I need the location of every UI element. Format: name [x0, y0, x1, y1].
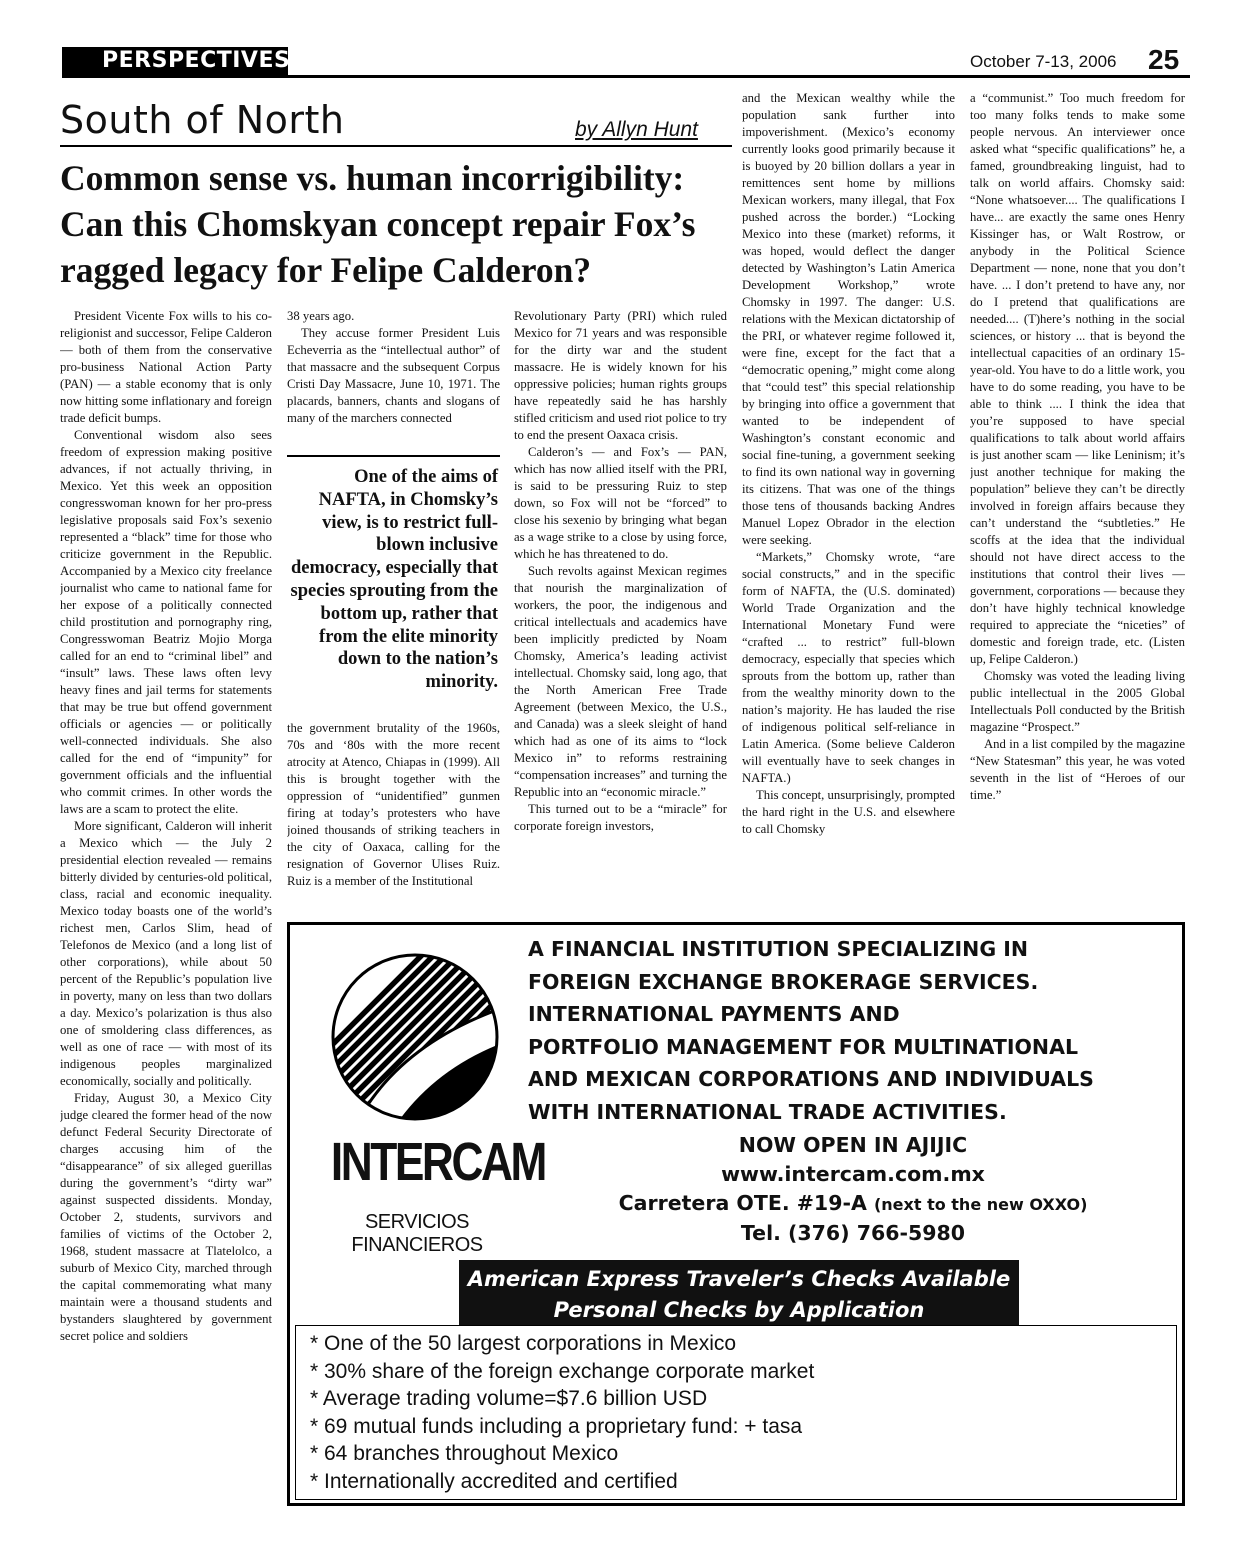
paragraph: More significant, Calderon will inherit a Mexico which — the July 2 presidential election revealed — remains bitterly divided by centuries-old political, class, racial and economic inequality. Mexico today boasts one of the world’s richest men, Carlos Slim, head of Telefonos de Mexico (and a long list of other corporations), while about 50 percent of the Republic’s population live in poverty, many on less than two dollars a day. Mexico’s polarization is thus also one of smoldering class differences, as well as one of race — with most of its indigenous peoples marginalized economically, socially and politically. [60, 819, 272, 1088]
article-column-3 [514, 308, 727, 910]
ad-banner-line: Personal Checks by Application [553, 1298, 925, 1322]
ad-feature-item: * Internationally accredited and certified [310, 1469, 678, 1493]
article-column-5 [970, 90, 1185, 912]
ad-banner-line: American Express Traveler’s Checks Available [467, 1267, 1011, 1291]
ad-headline-line: WITH INTERNATIONAL TRADE ACTIVITIES. [528, 1099, 1007, 1124]
ad-headline-line: FOREIGN EXCHANGE BROKERAGE SERVICES. [528, 969, 1039, 994]
ad-features-box [295, 1325, 1177, 1500]
ad-url[interactable]: www.intercam.com.mx [721, 1162, 985, 1186]
article-column-4 [742, 90, 955, 912]
paragraph: They accuse former President Luis Echeverria as the “intellectual author” of that massacre and the subsequent Corpus Cristi Day Massacre, June 10, 1971. The placards, banners, chants and slogans of many of the marchers connected [287, 326, 500, 425]
pullquote-rule [287, 455, 500, 457]
paragraph: And in a list compiled by the magazine “New Statesman” this year, he was voted seventh in the list of “Heroes of our time.” [970, 737, 1185, 802]
ad-address: Carretera OTE. #19-A [618, 1191, 867, 1215]
intercam-subtitle: SERVICIOS FINANCIEROS [351, 1211, 483, 1256]
paragraph: and the Mexican wealthy while the population sank further into impoverishment. (Mexico’s economy currently looks good primarily because it is buoyed by 20 billion dollars a year in remittences sent home by millions Mexican workers, many illegal, that Fox pushed across the border.) “Locking Mexico into these (market) reforms, it was hoped, would deflect the danger detected by Washington’s Latin America Development Workshop,” wrote Chomsky in 1997. The danger: U.S. relations with the Mexican dictatorship of the PRI, or whatever regime followed it, were fine, except for the fact that a “democratic opening,” might come along that “could test” this special relationship by bringing into office a government that wanted to be independent of Washington’s constant economic and social fine-tuning, a government seeking to find its own national way in governing its citizens. That was one of the things those tens of thousands backing Andres Manuel Lopez Obrador in the election were seeking. [742, 91, 955, 547]
paragraph: the government brutality of the 1960s, 70s and ‘80s with the more recent atrocity at Atenco, Chiapas in (1999). All this is brought together with the oppression of “unidentified” gunmen firing at today’s protesters who have joined thousands of striking teachers in the city of Oaxaca, calling for the resignation of Governor Ulises Ruiz. Ruiz is a member of the Institutional [287, 721, 500, 888]
headline-line: Can this Chomskyan concept repair Fox’s [60, 204, 696, 244]
paragraph: Chomsky was voted the leading living public intellectual in the 2005 Global Intellectuals Poll conducted by the British magazine “Prospect.” [970, 669, 1185, 734]
ad-features-list [296, 1326, 1176, 1495]
paragraph: This concept, unsurprisingly, prompted the hard right in the U.S. and elsewhere to call Chomsky [742, 788, 955, 836]
column-title: South of North [60, 98, 345, 142]
ad-address-line [528, 1189, 1178, 1219]
ad-feature-item: * One of the 50 largest corporations in Mexico [310, 1332, 737, 1355]
paragraph: This turned out to be a “miracle” for corporate foreign investors, [514, 802, 727, 833]
ad-banner [459, 1260, 1019, 1330]
paragraph: a “communist.” Too much freedom for too many folks tends to make some people nervous. An interviewer once asked what “specific qualifications” he, a famed, groundbreaking linguist, had to talk on world affairs. Chomsky said: “None whatsoever.... The qualifications I have... are exactly the same ones Henry Kissinger has, or Walt Rostrow, or anybody in the Political Science Department — none, none that you don’t have. ... I don’t pretend to have any, nor do I pretend that qualifications are needed.... (T)here’s nothing in the social sciences, or history ... that is beyond the intellectual capacities of an ordinary 15-year-old. You have to do a little work, you have to do some reading, you have to be able to think .... I think the idea that you’re supposed to have special qualifications to talk about world affairs is just another scam — like Leninism; it’s just another technique for making the population” believe they can’t be directly involved in foreign affairs because they can’t understand the “subtleties.” He scoffs at the idea that the individual should not have direct access to the institutions that control their lives — government, corporations — because they don’t have highly technical knowledge required to appreciate the “niceties” of domestic and foreign trade, etc. (Listen up, Felipe Calderon.) [970, 91, 1185, 666]
ad-feature-item: * 69 mutual funds including a proprietary fund: + tasa [310, 1414, 803, 1438]
intercam-brand: INTERCAM [330, 1132, 545, 1192]
paragraph: President Vicente Fox wills to his co-religionist and successor, Felipe Calderon — both of them from the conservative pro-business National Action Party (PAN) — a stable economy that is only now hitting some inflationary and foreign trade deficit bumps. [60, 309, 272, 425]
ad-feature-item: * 64 branches throughout Mexico [310, 1442, 619, 1465]
headline-line: Common sense vs. human incorrigibility: [60, 158, 685, 198]
paragraph: Conventional wisdom also sees freedom of expression making positive advances, if not actually thriving, in Mexico. Yet this week an opposition congresswoman known for her pro-press legislative proposals said Fox’s sexenio represented a “black” time for those who criticize government in the Republic. Accompanied by a Mexico city freelance journalist who came to national fame for her expose of a politically connected child prostitution and pornography ring, Congresswoman Beatriz Mojio Morga called for an end to “criminal libel” and “insult” laws. These laws often levy heavy fines and jail terms for statements that may be true but offend government officials or agencies — or politically well-connected individuals. She also called for the end of “impunity” for government officials and the influential who commit crimes. In other words the laws are a scam to protect the elite. [60, 428, 272, 816]
article-column-2-top [287, 308, 500, 456]
ad-headline-line: AND MEXICAN CORPORATIONS AND INDIVIDUALS [528, 1067, 1094, 1091]
paragraph: Calderon’s — and Fox’s — PAN, which has now allied itself with the PRI, is said to be pressuring Ruiz to step down, so Fox will not be “forced” to close his sexenio by bringing what began as a wage strike to a close by using force, which he has threatened to do. [514, 445, 727, 561]
ad-headline-line: A FINANCIAL INSTITUTION SPECIALIZING IN [528, 937, 1029, 961]
article-column-2-bottom [287, 720, 500, 910]
intercam-logo-icon [330, 937, 500, 1142]
pull-quote: One of the aims of NAFTA, in Chomsky’s view, is to restrict full-blown inclusive democracy, especially that species sprouting from the bottom up, rather that from the elite minority down to the nation’s minority. [290, 467, 498, 693]
masthead-rule [62, 75, 1190, 78]
paragraph: 38 years ago. [287, 309, 355, 323]
ad-headline-line: INTERNATIONAL PAYMENTS AND [528, 1002, 900, 1026]
intercam-advertisement [287, 922, 1185, 1506]
title-rule [60, 145, 732, 147]
ad-open-text: NOW OPEN IN AJIJIC [738, 1133, 968, 1157]
ad-phone: Tel. (376) 766-5980 [740, 1221, 966, 1245]
ad-headline-line: PORTFOLIO MANAGEMENT FOR MULTINATIONAL [528, 1034, 1079, 1059]
ad-headline [528, 933, 1178, 1128]
ad-feature-item: * 30% share of the foreign exchange corporate market [310, 1359, 815, 1383]
section-label: PERSPECTIVES [62, 47, 288, 75]
paragraph: “Markets,” Chomsky wrote, “are social constructs,” and in the specific form of NAFTA, the (U.S. dominated) World Trade Organization and the International Monetary Fund were “crafted ... to restrict” full-blown democracy, especially that species which sprouts from the bottom up, rather than from the wealthy minority down to the nation’s majority. He has lauded the rise of indigenous political self-reliance in Latin America. (Some believe Calderon will eventually have to seek changes in NAFTA.) [742, 550, 955, 785]
ad-contact [528, 1131, 1178, 1248]
paragraph: Revolutionary Party (PRI) which ruled Mexico for 71 years and was responsible for the dirty war and the student massacre. He is widely known for his oppressive policies; human rights groups have repeatedly said he has harshly stifled criticism and used riot police to try to end the present Oaxaca crisis. [514, 309, 727, 442]
headline-line: ragged legacy for Felipe Calderon? [60, 250, 592, 290]
page-number: 25 [1148, 44, 1180, 75]
ad-feature-item: * Average trading volume=$7.6 billion USD [310, 1387, 708, 1410]
paragraph: Such revolts against Mexican regimes that nourish the marginalization of workers, the poor, the indigenous and critical intellectuals and academics have been implicitly predicted by Noam Chomsky, America’s leading activist intellectual. Chomsky said, long ago, that the North American Free Trade Agreement (between Mexico, the U.S., and Canada) was a sleek sleight of hand which had as one of its aims to “lock Mexico in” to reforms restraining “compensation increases” and turning the Republic into an “economic miracle.” [514, 564, 727, 799]
issue-date: October 7-13, 2006 [970, 52, 1117, 71]
ad-address-note: (next to the new OXXO) [873, 1195, 1088, 1214]
byline: by Allyn Hunt [575, 118, 698, 141]
paragraph: Friday, August 30, a Mexico City judge cleared the former head of the now defunct Federal Security Directorate of charges accusing him of the “disappearance” of six alleged guerillas during the government’s “dirty war” against suspected dissidents. Monday, October 2, students, survivors and families of victims of the October 2, 1968, student massacre at Tlatelolco, a suburb of Mexico City, marched through the capital commemorating what many maintain were a thousand students and bystanders slaughtered by government secret police and soldiers [60, 1091, 272, 1343]
headline [60, 155, 740, 293]
article-column-1 [60, 308, 272, 1518]
